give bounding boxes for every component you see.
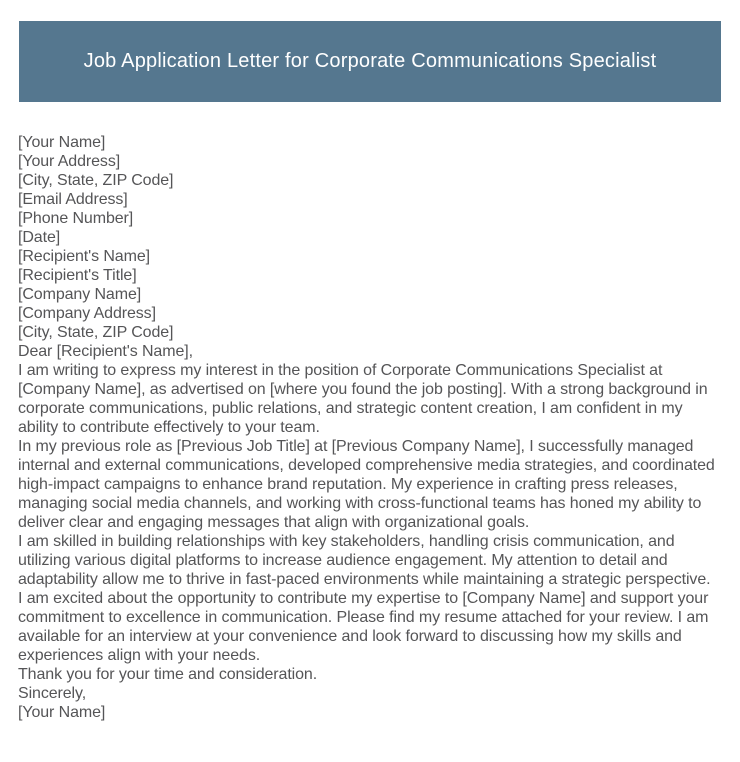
signature-line: [Your Name] (18, 704, 106, 721)
letter-body (18, 133, 724, 722)
sender-phone-line: [Phone Number] (18, 210, 134, 227)
recipient-title-line: [Recipient's Title] (18, 267, 137, 284)
company-city-line: [City, State, ZIP Code] (18, 324, 174, 341)
title-banner (19, 21, 721, 102)
paragraph-enthusiasm: I am excited about the opportunity to contribute my expertise to [Company Name] and support your commitment to excellence in communication. Please find my resume attached for your review. I am available for an interview at your convenience and look forward to discussing how my skills and experiences align with your needs. (18, 590, 709, 664)
sender-city-line: [City, State, ZIP Code] (18, 172, 174, 189)
recipient-name-line: [Recipient's Name] (18, 248, 150, 265)
signoff-line: Sincerely, (18, 685, 87, 702)
sender-address-line: [Your Address] (18, 153, 121, 170)
company-name-line: [Company Name] (18, 286, 142, 303)
closing-line: Thank you for your time and consideration. (18, 666, 318, 683)
sender-name-line: [Your Name] (18, 134, 106, 151)
paragraph-skills: I am skilled in building relationships with key stakeholders, handling crisis communication, and utilizing various digital platforms to increase audience engagement. My attention to detail and adaptability allow me to thrive in fast-paced environments while maintaining a strategic perspective. (18, 533, 711, 588)
page-title: Job Application Letter for Corporate Communications Specialist (83, 50, 657, 72)
date-line: [Date] (18, 229, 61, 246)
paragraph-introduction: I am writing to express my interest in the position of Corporate Communications Specialist at [Company Name], as advertised on [where you found the job posting]. With a strong background in corporate communications, public relations, and strategic content creation, I am confident in my ability to contribute effectively to your team. (18, 362, 708, 436)
paragraph-experience: In my previous role as [Previous Job Title] at [Previous Company Name], I successfully managed internal and external communications, developed comprehensive media strategies, and coordinated high-impact campaigns to enhance brand reputation. My experience in crafting press releases, managing social media channels, and working with cross-functional teams has honed my ability to deliver clear and engaging messages that align with organizational goals. (18, 438, 715, 531)
company-address-line: [Company Address] (18, 305, 156, 322)
sender-email-line: [Email Address] (18, 191, 128, 208)
salutation-line: Dear [Recipient's Name], (18, 343, 193, 360)
